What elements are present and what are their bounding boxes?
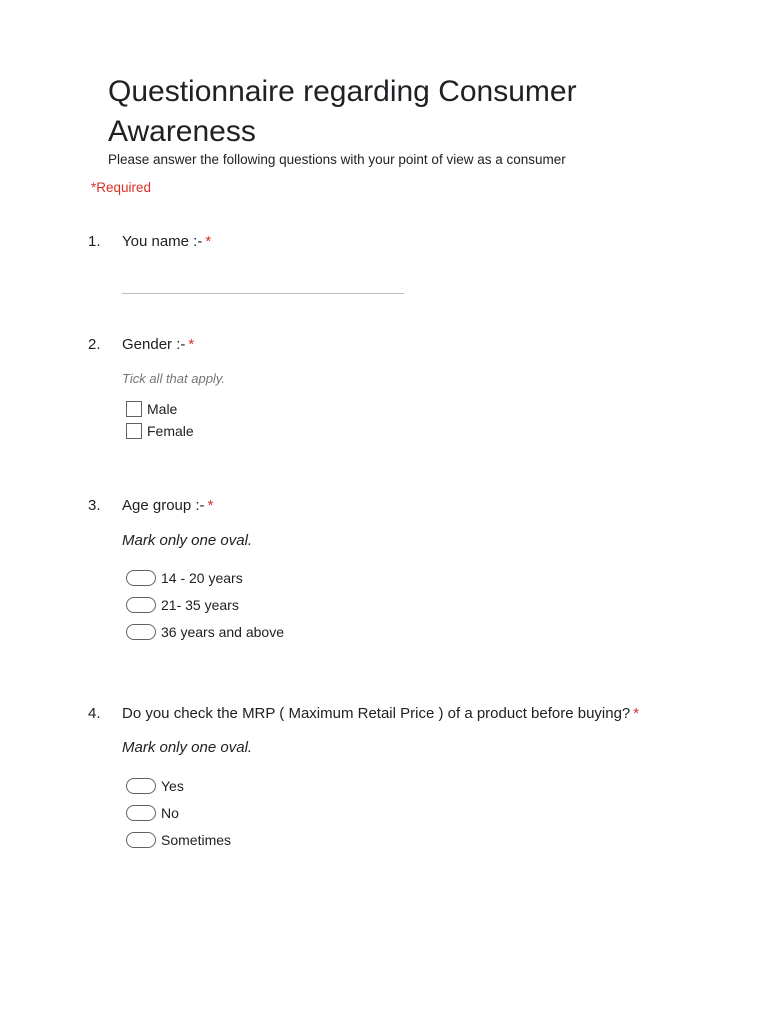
radio-oval[interactable] bbox=[126, 778, 156, 794]
question-number: 2. bbox=[88, 336, 101, 353]
option-label: Sometimes bbox=[161, 832, 232, 848]
required-star: * bbox=[205, 233, 212, 250]
question-text bbox=[122, 335, 194, 355]
required-note: *Required bbox=[91, 180, 152, 195]
option-label: Female bbox=[147, 423, 194, 439]
question-label: Gender :- bbox=[122, 336, 186, 353]
question-text bbox=[122, 496, 213, 516]
radio-oval[interactable] bbox=[126, 597, 156, 613]
question-hint: Tick all that apply. bbox=[122, 371, 225, 386]
question-label: Do you check the MRP ( Maximum Retail Price ) of a product before buying? bbox=[122, 705, 631, 722]
required-star: * bbox=[188, 336, 195, 353]
option-21-35[interactable] bbox=[126, 595, 239, 615]
question-text bbox=[122, 232, 211, 252]
option-label: 21- 35 years bbox=[161, 597, 239, 613]
radio-oval[interactable] bbox=[126, 570, 156, 586]
required-star: * bbox=[207, 497, 214, 514]
question-number: 1. bbox=[88, 233, 101, 250]
option-label: Yes bbox=[161, 778, 184, 794]
question-hint: Mark only one oval. bbox=[122, 532, 253, 549]
question-hint: Mark only one oval. bbox=[122, 739, 253, 756]
question-number: 3. bbox=[88, 497, 101, 514]
question-number: 4. bbox=[88, 705, 101, 722]
checkbox[interactable] bbox=[126, 401, 142, 417]
option-label: 14 - 20 years bbox=[161, 570, 243, 586]
required-star: * bbox=[633, 705, 640, 722]
question-text bbox=[122, 704, 639, 724]
radio-oval[interactable] bbox=[126, 832, 156, 848]
option-label: No bbox=[161, 805, 179, 821]
option-female[interactable] bbox=[126, 421, 194, 441]
checkbox[interactable] bbox=[126, 423, 142, 439]
option-sometimes[interactable] bbox=[126, 830, 231, 850]
option-label: 36 years and above bbox=[161, 624, 284, 640]
option-yes[interactable] bbox=[126, 776, 184, 796]
option-label: Male bbox=[147, 401, 178, 417]
radio-oval[interactable] bbox=[126, 624, 156, 640]
radio-oval[interactable] bbox=[126, 805, 156, 821]
option-36-above[interactable] bbox=[126, 622, 284, 642]
name-answer-field[interactable] bbox=[122, 293, 404, 294]
option-male[interactable] bbox=[126, 399, 177, 419]
option-14-20[interactable] bbox=[126, 568, 243, 588]
option-no[interactable] bbox=[126, 803, 179, 823]
question-label: Age group :- bbox=[122, 497, 205, 514]
form-title: Questionnaire regarding Consumer Awareness bbox=[108, 75, 577, 148]
question-label: You name :- bbox=[122, 233, 203, 250]
form-description: Please answer the following questions with your point of view as a consumer bbox=[108, 152, 566, 167]
